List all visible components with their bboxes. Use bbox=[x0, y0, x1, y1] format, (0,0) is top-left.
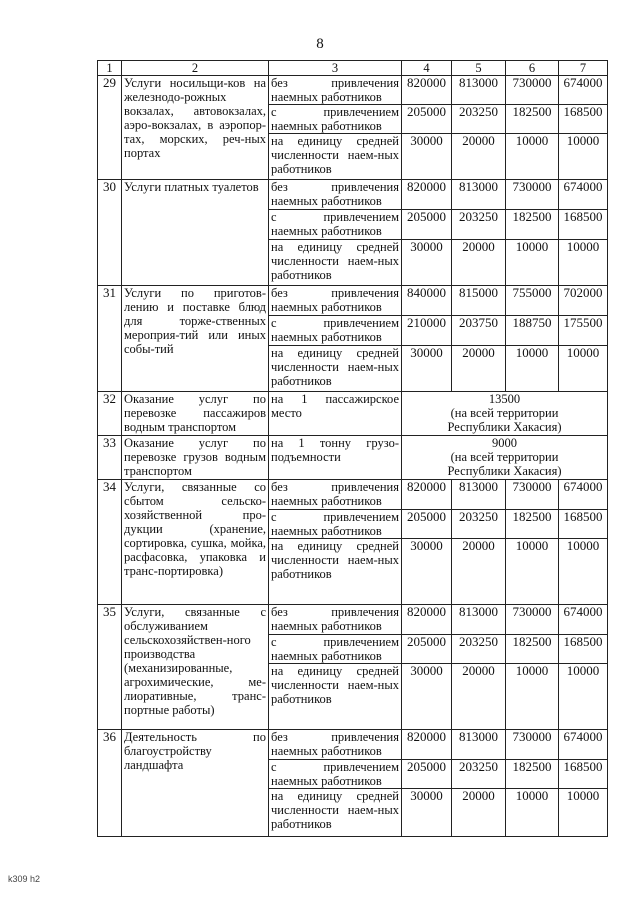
merged-amount-line: Республики Хакасия) bbox=[447, 464, 562, 478]
merged-amount-line: 9000 bbox=[492, 436, 517, 450]
amount-cell: 730000 bbox=[506, 76, 559, 105]
page-number: 8 bbox=[316, 36, 324, 52]
amount-cell: 820000 bbox=[402, 480, 452, 510]
amount-cell: 674000 bbox=[559, 180, 608, 210]
column-number: 6 bbox=[506, 61, 559, 76]
amount-cell: 20000 bbox=[452, 346, 506, 392]
table-row bbox=[98, 480, 608, 510]
column-number: 7 bbox=[559, 61, 608, 76]
row-number: 31 bbox=[98, 286, 122, 392]
service-name: Оказание услуг по перевозке пассажиров водным транспортом bbox=[122, 392, 269, 436]
amount-cell: 20000 bbox=[452, 664, 506, 730]
amount-cell: 674000 bbox=[559, 730, 608, 760]
amount-cell: 820000 bbox=[402, 180, 452, 210]
amount-cell: 182500 bbox=[506, 635, 559, 664]
condition-cell: с привлечением наемных работников bbox=[269, 635, 402, 664]
row-number: 34 bbox=[98, 480, 122, 605]
amount-cell: 20000 bbox=[452, 539, 506, 605]
amount-cell: 182500 bbox=[506, 510, 559, 539]
service-name: Услуги платных туалетов bbox=[122, 180, 269, 286]
row-number: 30 bbox=[98, 180, 122, 286]
merged-amount-cell bbox=[402, 392, 608, 436]
row-number: 36 bbox=[98, 730, 122, 837]
amount-cell: 815000 bbox=[452, 286, 506, 316]
condition-cell: без привлечения наемных работников bbox=[269, 286, 402, 316]
condition-cell: с привлечением наемных работников bbox=[269, 105, 402, 134]
amount-cell: 10000 bbox=[559, 346, 608, 392]
condition-cell: на единицу средней численности наем-ных работников bbox=[269, 664, 402, 730]
table-row bbox=[98, 180, 608, 210]
service-name: Услуги, связанные со сбытом сельско-хозяйственной про-дукции (хранение, сортировка, сушка, мойка, расфасовка, упаковка и транс-портировка) bbox=[122, 480, 269, 605]
amount-cell: 210000 bbox=[402, 316, 452, 346]
row-number: 35 bbox=[98, 605, 122, 730]
amount-cell: 30000 bbox=[402, 664, 452, 730]
service-name: Услуги носильщи-ков на железнодо-рожных вокзалах, автовокзалах, аэро-вокзалах, в аэропор-тах, морских, реч-ных портах bbox=[122, 76, 269, 180]
amount-cell: 813000 bbox=[452, 480, 506, 510]
row-number: 29 bbox=[98, 76, 122, 180]
amount-cell: 730000 bbox=[506, 605, 559, 635]
amount-cell: 820000 bbox=[402, 730, 452, 760]
merged-amount-line: Республики Хакасия) bbox=[447, 420, 562, 434]
amount-cell: 168500 bbox=[559, 635, 608, 664]
amount-cell: 30000 bbox=[402, 789, 452, 837]
amount-cell: 168500 bbox=[559, 105, 608, 134]
condition-cell: на единицу средней численности наем-ных работников bbox=[269, 539, 402, 605]
column-number: 1 bbox=[98, 61, 122, 76]
document-code: k309 h2 bbox=[8, 874, 41, 884]
table-row bbox=[98, 76, 608, 105]
table-row bbox=[98, 436, 608, 480]
column-number: 4 bbox=[402, 61, 452, 76]
merged-amount-line: 13500 bbox=[488, 392, 521, 406]
column-number: 2 bbox=[122, 61, 269, 76]
amount-cell: 20000 bbox=[452, 240, 506, 286]
amount-cell: 182500 bbox=[506, 210, 559, 240]
amount-cell: 730000 bbox=[506, 730, 559, 760]
condition-cell: на единицу средней численности наем-ных работников bbox=[269, 240, 402, 286]
amount-cell: 674000 bbox=[559, 76, 608, 105]
amount-cell: 10000 bbox=[559, 240, 608, 286]
amount-cell: 702000 bbox=[559, 286, 608, 316]
amount-cell: 188750 bbox=[506, 316, 559, 346]
amount-cell: 10000 bbox=[506, 664, 559, 730]
service-name: Оказание услуг по перевозке грузов водным транспортом bbox=[122, 436, 269, 480]
amount-cell: 813000 bbox=[452, 605, 506, 635]
amount-cell: 30000 bbox=[402, 134, 452, 180]
amount-cell: 205000 bbox=[402, 635, 452, 664]
amount-cell: 813000 bbox=[452, 730, 506, 760]
amount-cell: 10000 bbox=[506, 346, 559, 392]
amount-cell: 813000 bbox=[452, 76, 506, 105]
amount-cell: 205000 bbox=[402, 760, 452, 789]
table-row bbox=[98, 392, 608, 436]
merged-amount-cell bbox=[402, 436, 608, 480]
condition-cell: с привлечением наемных работников bbox=[269, 316, 402, 346]
amount-cell: 10000 bbox=[506, 539, 559, 605]
merged-amount-line: (на всей территории bbox=[450, 406, 559, 420]
amount-cell: 20000 bbox=[452, 789, 506, 837]
amount-cell: 10000 bbox=[559, 664, 608, 730]
amount-cell: 205000 bbox=[402, 105, 452, 134]
amount-cell: 205000 bbox=[402, 210, 452, 240]
table-row bbox=[98, 605, 608, 635]
condition-cell: на единицу средней численности наем-ных работников bbox=[269, 346, 402, 392]
amount-cell: 820000 bbox=[402, 76, 452, 105]
column-number: 3 bbox=[269, 61, 402, 76]
tax-rate-table bbox=[97, 60, 608, 837]
condition-cell: без привлечения наемных работников bbox=[269, 76, 402, 105]
amount-cell: 168500 bbox=[559, 510, 608, 539]
amount-cell: 10000 bbox=[506, 134, 559, 180]
service-name: Услуги, связанные с обслуживанием сельскохозяйствен-ного производства (механизированные, агрохимические, ме-лиоративные, транс-портные работы) bbox=[122, 605, 269, 730]
row-number: 33 bbox=[98, 436, 122, 480]
amount-cell: 203250 bbox=[452, 635, 506, 664]
condition-cell: на 1 тонну грузо-подъемности bbox=[269, 436, 402, 480]
amount-cell: 10000 bbox=[506, 240, 559, 286]
amount-cell: 20000 bbox=[452, 134, 506, 180]
amount-cell: 10000 bbox=[559, 789, 608, 837]
condition-cell: на 1 пассажирское место bbox=[269, 392, 402, 436]
amount-cell: 820000 bbox=[402, 605, 452, 635]
amount-cell: 203250 bbox=[452, 510, 506, 539]
amount-cell: 30000 bbox=[402, 346, 452, 392]
amount-cell: 168500 bbox=[559, 760, 608, 789]
condition-cell: на единицу средней численности наем-ных работников bbox=[269, 134, 402, 180]
condition-cell: без привлечения наемных работников bbox=[269, 730, 402, 760]
service-name: Услуги по приготов-лению и поставке блюд для торже-ственных мероприя-тий или иных собы-тий bbox=[122, 286, 269, 392]
amount-cell: 203250 bbox=[452, 105, 506, 134]
table-body bbox=[98, 61, 608, 837]
amount-cell: 182500 bbox=[506, 105, 559, 134]
amount-cell: 674000 bbox=[559, 605, 608, 635]
amount-cell: 182500 bbox=[506, 760, 559, 789]
amount-cell: 10000 bbox=[559, 134, 608, 180]
table-row bbox=[98, 286, 608, 316]
row-number: 32 bbox=[98, 392, 122, 436]
amount-cell: 10000 bbox=[506, 789, 559, 837]
amount-cell: 30000 bbox=[402, 539, 452, 605]
amount-cell: 674000 bbox=[559, 480, 608, 510]
amount-cell: 755000 bbox=[506, 286, 559, 316]
table-row bbox=[98, 730, 608, 760]
condition-cell: на единицу средней численности наем-ных работников bbox=[269, 789, 402, 837]
column-number: 5 bbox=[452, 61, 506, 76]
condition-cell: без привлечения наемных работников bbox=[269, 480, 402, 510]
condition-cell: с привлечением наемных работников bbox=[269, 210, 402, 240]
merged-amount-line: (на всей территории bbox=[450, 450, 559, 464]
amount-cell: 203250 bbox=[452, 760, 506, 789]
amount-cell: 813000 bbox=[452, 180, 506, 210]
amount-cell: 203750 bbox=[452, 316, 506, 346]
amount-cell: 10000 bbox=[559, 539, 608, 605]
amount-cell: 168500 bbox=[559, 210, 608, 240]
amount-cell: 730000 bbox=[506, 180, 559, 210]
service-name: Деятельность по благоустройству ландшафта bbox=[122, 730, 269, 837]
amount-cell: 840000 bbox=[402, 286, 452, 316]
amount-cell: 205000 bbox=[402, 510, 452, 539]
condition-cell: без привлечения наемных работников bbox=[269, 180, 402, 210]
condition-cell: с привлечением наемных работников bbox=[269, 510, 402, 539]
amount-cell: 730000 bbox=[506, 480, 559, 510]
amount-cell: 175500 bbox=[559, 316, 608, 346]
condition-cell: с привлечением наемных работников bbox=[269, 760, 402, 789]
amount-cell: 203250 bbox=[452, 210, 506, 240]
condition-cell: без привлечения наемных работников bbox=[269, 605, 402, 635]
amount-cell: 30000 bbox=[402, 240, 452, 286]
column-number-row bbox=[98, 61, 608, 76]
